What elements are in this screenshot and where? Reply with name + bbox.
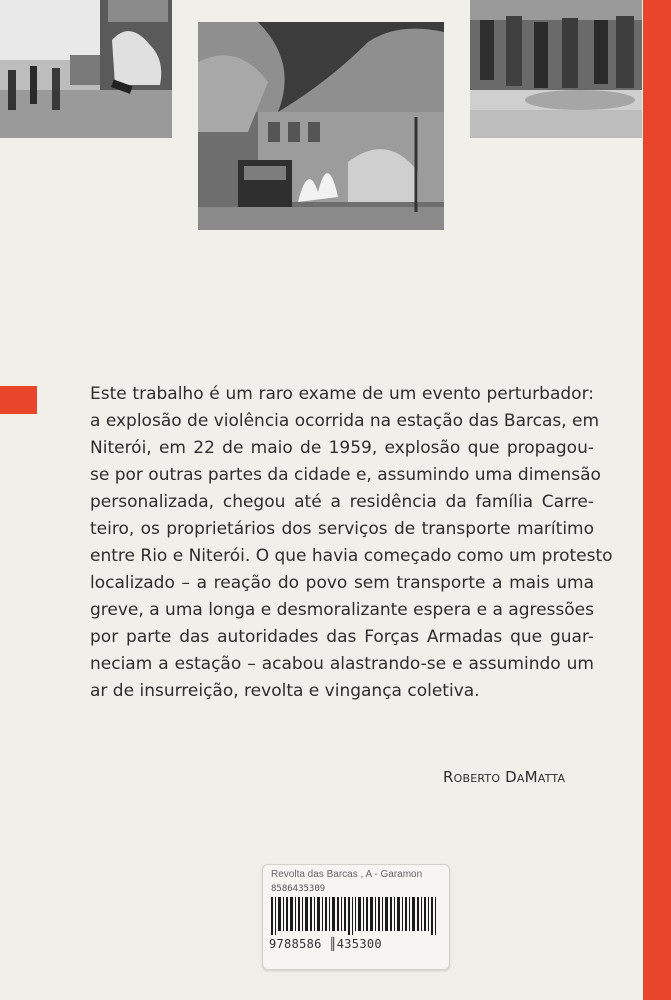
blurb-line: localizado – a reação do povo sem transporte a mais uma: [90, 573, 594, 593]
isbn-left: 9788586: [269, 937, 322, 951]
isbn-right: 435300: [336, 937, 382, 951]
sticker-code: 8586435309: [271, 884, 326, 894]
blurb-line: personalizada, chegou até a residência da família Carre-: [90, 492, 594, 512]
author-signature: Roberto DaMatta: [443, 768, 566, 786]
blurb-line: teiro, os proprietários dos serviços de transporte marítimo: [90, 519, 594, 539]
blurb-line: Este trabalho é um raro exame de um evento perturbador:: [90, 384, 594, 404]
barcode-sticker: [262, 864, 450, 970]
burning-station-photo: [198, 22, 444, 230]
blurb-line: a explosão de violência ocorrida na estação das Barcas, em: [90, 411, 600, 431]
blurb-line: entre Rio e Niterói. O que havia começado como um protesto: [90, 546, 613, 566]
blurb-line: por parte das autoridades das Forças Armadas que guar-: [90, 627, 594, 647]
sticker-title: Revolta das Barcas , A - Garamon: [271, 869, 423, 880]
red-spine-stripe: [643, 0, 671, 1000]
isbn-number: 9788586 ║435300: [269, 937, 382, 951]
blurb-line: ar de insurreição, revolta e vingança coletiva.: [90, 681, 480, 701]
crowd-clash-photo: [470, 0, 642, 138]
blurb-line: greve, a uma longa e desmoralizante espera e a agressões: [90, 600, 594, 620]
riot-photo-left: [0, 0, 172, 138]
back-cover-blurb: [90, 381, 613, 705]
blurb-line: neciam a estação – acabou alastrando-se e assumindo um: [90, 654, 594, 674]
blurb-line: Niterói, em 22 de maio de 1959, explosão que propagou-: [90, 438, 594, 458]
blurb-line: se por outras partes da cidade e, assumindo uma dimensão: [90, 465, 601, 485]
red-marker-block: [0, 386, 37, 414]
barcode-icon: [271, 897, 441, 935]
